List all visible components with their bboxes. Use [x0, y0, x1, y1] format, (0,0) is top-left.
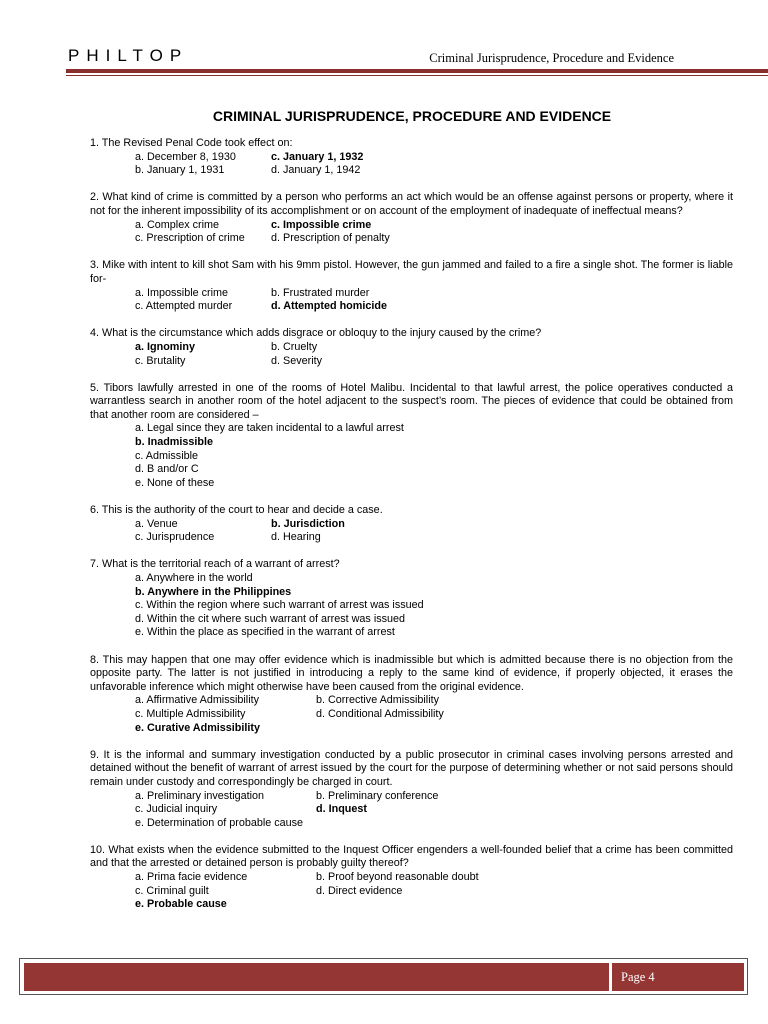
- option: c. Jurisprudence: [135, 531, 215, 544]
- question-stem: 1. The Revised Penal Code took effect on:: [90, 137, 293, 149]
- option: d. B and/or C: [135, 463, 199, 476]
- correct-option: e. Curative Admissibility: [135, 721, 261, 734]
- option: a. Impossible crime: [135, 286, 229, 299]
- correct-option: a. Ignominy: [135, 340, 195, 353]
- correct-option: c. Impossible crime: [271, 218, 372, 231]
- option: e. None of these: [135, 476, 215, 489]
- option: c. Prescription of crime: [135, 232, 245, 245]
- option: c. Brutality: [135, 354, 186, 367]
- option: a. Anywhere in the world: [135, 572, 253, 584]
- option: d. Direct evidence: [316, 884, 403, 897]
- header-rule: [66, 69, 768, 73]
- question-stem: 2. What kind of crime is committed by a person who performs an act which would be an offense against persons or property, where it not for the inherent impossibility of its accomplishment or on account of the employment of inadequate of ineffectual means?: [90, 191, 733, 217]
- option: c. Attempted murder: [135, 300, 233, 313]
- correct-option: d. Inquest: [316, 803, 367, 816]
- option: d. Severity: [271, 354, 323, 367]
- question-stem: 10. What exists when the evidence submitted to the Inquest Officer engenders a well-founded belief that a crime has been committed and that the arrested or detained person is probably guilty thereof?: [90, 843, 733, 870]
- option: e. Within the place as specified in the warrant of arrest: [135, 626, 395, 639]
- question-stem: 8. This may happen that one may offer evidence which is inadmissible but which is admitted because there is no objection from the opposite party. The latter is not justified in introducing a reply to the same kind of evidence, if properly objected, it erases the unfavorable inference which might otherwise have been caused from the original evidence.: [90, 653, 733, 693]
- question-10: [90, 844, 733, 912]
- question-7: [90, 558, 733, 640]
- question-stem: 9. It is the informal and summary investigation conducted by a public prosecutor in criminal cases involving persons arrested and detained without the benefit of warrant of arrest issued by the court for the purpose of determining whether or not said persons should remain under custody and correspondingly be charged in court.: [90, 748, 733, 788]
- question-stem: 4. What is the circumstance which adds disgrace or obloquy to the injury caused by the crime?: [90, 327, 542, 340]
- question-8: [90, 654, 733, 736]
- option: c. Judicial inquiry: [135, 803, 218, 816]
- page-title: CRIMINAL JURISPRUDENCE, PROCEDURE AND EVIDENCE: [212, 108, 612, 124]
- correct-option: b. Inadmissible: [135, 436, 213, 449]
- question-1: [90, 137, 733, 178]
- option: a. Preliminary investigation: [135, 789, 265, 802]
- question-stem: 3. Mike with intent to kill shot Sam with his 9mm pistol. However, the gun jammed and failed to a fire a single shot. The former is liable for-: [90, 259, 733, 285]
- option: c. Within the region where such warrant of arrest was issued: [135, 599, 424, 612]
- question-stem: 7. What is the territorial reach of a warrant of arrest?: [90, 558, 340, 571]
- option: a. Legal since they are taken incidental to a lawful arrest: [135, 422, 404, 435]
- question-list: [90, 137, 733, 925]
- question-stem: 5. Tibors lawfully arrested in one of the rooms of Hotel Malibu. Incidental to that lawful arrest, the police operatives conducted a warrantless search in another room of the hotel adjacent to the suspect’s room. The pieces of evidence that could be obtained from that another room are considered –: [90, 381, 733, 421]
- option: d. Hearing: [271, 531, 321, 544]
- header-rule-thin: [66, 75, 768, 76]
- question-4: [90, 327, 733, 368]
- correct-option: d. Attempted homicide: [271, 300, 387, 313]
- option: a. Venue: [135, 517, 178, 530]
- option: a. December 8, 1930: [135, 150, 236, 163]
- option: d. Within the cit where such warrant of arrest was issued: [135, 612, 406, 625]
- question-stem: 6. This is the authority of the court to hear and decide a case.: [90, 504, 383, 517]
- option: b. Corrective Admissibility: [316, 694, 439, 707]
- option: a. Affirmative Admissibility: [135, 694, 260, 707]
- option: b. Frustrated murder: [271, 286, 370, 299]
- option: d. Prescription of penalty: [271, 232, 390, 245]
- correct-option: b. Jurisdiction: [271, 517, 345, 530]
- option: a. Prima facie evidence: [135, 871, 248, 884]
- option: c. Criminal guilt: [135, 884, 209, 897]
- option: d. Conditional Admissibility: [316, 707, 444, 720]
- question-5: [90, 382, 733, 491]
- option: b. January 1, 1931: [135, 164, 225, 177]
- question-2: [90, 191, 733, 245]
- option: b. Proof beyond reasonable doubt: [316, 871, 479, 884]
- option: c. Multiple Admissibility: [135, 707, 246, 720]
- option: d. January 1, 1942: [271, 164, 361, 177]
- header-brand: PHILTOP: [68, 46, 189, 65]
- option: c. Admissible: [135, 449, 199, 462]
- option: e. Determination of probable cause: [135, 816, 304, 829]
- correct-option: e. Probable cause: [135, 898, 227, 911]
- correct-option: b. Anywhere in the Philippines: [135, 585, 292, 598]
- header-title: Criminal Jurisprudence, Procedure and Evidence: [429, 51, 674, 65]
- page-number: Page 4: [612, 963, 744, 991]
- option: b. Cruelty: [271, 340, 318, 353]
- option: b. Preliminary conference: [316, 789, 439, 802]
- question-9: [90, 749, 733, 831]
- option: a. Complex crime: [135, 218, 219, 231]
- footer-bar: [24, 963, 609, 991]
- correct-option: c. January 1, 1932: [271, 150, 364, 163]
- question-3: [90, 259, 733, 313]
- question-6: [90, 504, 733, 545]
